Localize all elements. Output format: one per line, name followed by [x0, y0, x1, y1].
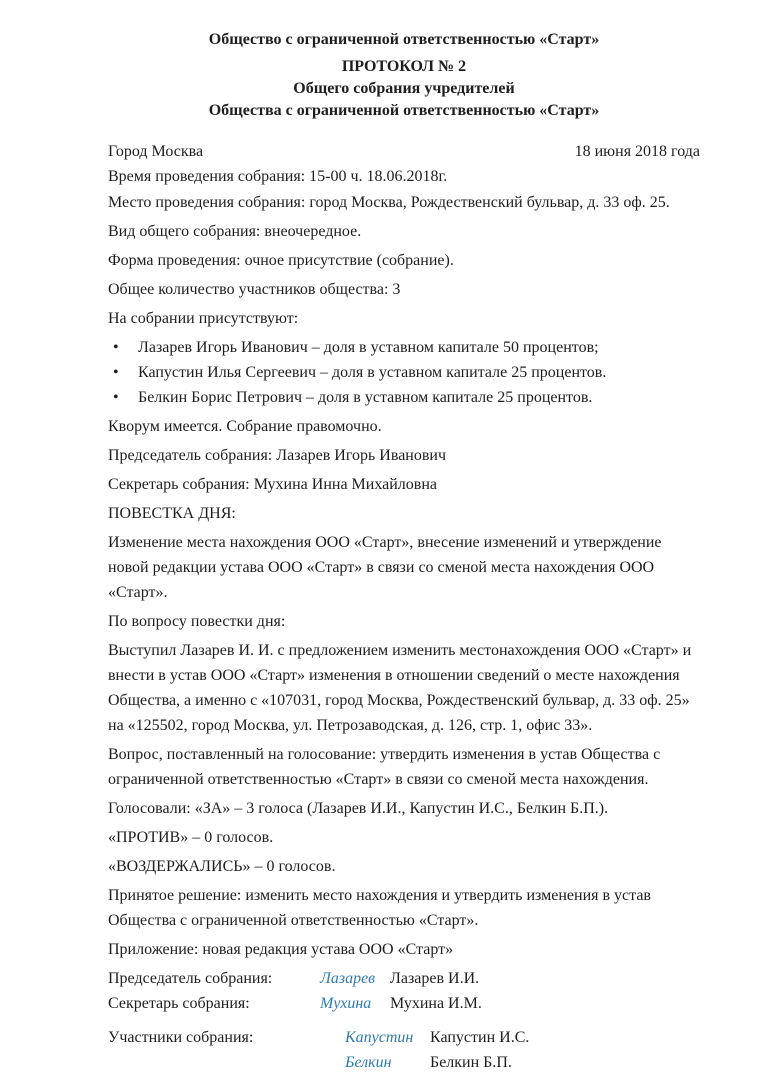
- meeting-time-line: [108, 164, 700, 189]
- signature-label: Секретарь собрания:: [108, 995, 250, 1012]
- signature-name: Белкин Б.П.: [430, 1054, 512, 1071]
- attendees-list: [108, 335, 700, 410]
- attendee-text: Белкин Борис Петрович – доля в уставном капитале 25 процентов.: [138, 389, 593, 406]
- chairman-line: Председатель собрания: Лазарев Игорь Иванович: [108, 447, 447, 464]
- vote-against-line: «ПРОТИВ» – 0 голосов.: [108, 829, 274, 846]
- agenda-text: Изменение места нахождения ООО «Старт», внесение изменений и утверждение новой редакции устава ООО «Старт» в связи со сменой места нахождения ООО «Старт».: [108, 534, 662, 601]
- quorum-line: Кворум имеется. Собрание правомочно.: [108, 418, 382, 435]
- protocol-subtitle-meeting: Общего собрания учредителей: [293, 80, 515, 97]
- signatures-block: [108, 966, 700, 1075]
- speech-paragraph: Выступил Лазарев И. И. с предложением изменить местонахождения ООО «Старт» и внести в устав ООО «Старт» изменения в отношении сведений о месте нахождения Общества, а именно с «107031, город Москва, Рождественский бульвар, д. 33 оф. 25» на «125502, город Москва, ул. Петрозаводская, д. 126, стр. 1, офис 33».: [108, 642, 692, 734]
- signature-row-participant: [108, 1050, 700, 1075]
- decision-paragraph: Принятое решение: изменить место нахождения и утвердить изменения в устав Общества с ограниченной ответственностью «Старт».: [108, 887, 651, 929]
- agenda-question-heading: По вопросу повестки дня:: [108, 613, 286, 630]
- attendee-text: Капустин Илья Сергеевич – доля в уставном капитале 25 процентов.: [138, 364, 607, 381]
- attendee-item: [108, 335, 700, 360]
- signature-row-secretary: [108, 991, 700, 1016]
- attendee-item: [108, 360, 700, 385]
- bullet-icon: •: [113, 339, 119, 356]
- vote-abstained-line: «ВОЗДЕРЖАЛИСЬ» – 0 голосов.: [108, 858, 336, 875]
- participants-label: Участники собрания:: [108, 1029, 254, 1046]
- participants-count-line: Общее количество участников общества: 3: [108, 281, 401, 298]
- signature-name: Капустин И.С.: [430, 1029, 530, 1046]
- present-heading: На собрании присутствуют:: [108, 310, 299, 327]
- company-name: Общество с ограниченной ответственностью «Старт»: [208, 31, 600, 48]
- vote-question-paragraph: Вопрос, поставленный на голосование: утвердить изменения в устав Общества с ограниченной ответственностью «Старт» в связи со сменой места нахождения.: [108, 746, 661, 788]
- signature-name: Лазарев И.И.: [390, 970, 480, 987]
- meta-block: [108, 139, 700, 189]
- signature-row-chairman: [108, 966, 700, 991]
- date-label: 18 июня 2018 года: [574, 143, 700, 160]
- meeting-time-text: Время проведения собрания: 15-00 ч. 18.06.2018г.: [108, 168, 448, 185]
- signature-row-participant: [108, 1025, 700, 1050]
- attachment-line: Приложение: новая редакция устава ООО «Старт»: [108, 941, 454, 958]
- document-header: [108, 29, 700, 122]
- attendee-text: Лазарев Игорь Иванович – доля в уставном капитале 50 процентов;: [138, 339, 599, 356]
- meeting-form-line: Форма проведения: очное присутствие (собрание).: [108, 252, 454, 269]
- signature-label: Председатель собрания:: [108, 970, 273, 987]
- document-body: [108, 139, 700, 1075]
- protocol-title: ПРОТОКОЛ № 2: [341, 58, 467, 75]
- signature-name: Мухина И.М.: [390, 995, 482, 1012]
- signature-autograph: Капустин: [345, 1029, 414, 1046]
- vote-for-line: Голосовали: «ЗА» – 3 голоса (Лазарев И.И., Капустин И.С., Белкин Б.П.).: [108, 800, 609, 817]
- agenda-heading: ПОВЕСТКА ДНЯ:: [108, 505, 236, 522]
- secretary-line: Секретарь собрания: Мухина Инна Михайловна: [108, 476, 437, 493]
- protocol-subtitle-company: Общества с ограниченной ответственностью «Старт»: [208, 102, 600, 119]
- bullet-icon: •: [113, 389, 119, 406]
- city-date-row: [108, 139, 700, 164]
- meeting-kind-line: Вид общего собрания: внеочередное.: [108, 223, 362, 240]
- signature-label-empty: [108, 1050, 345, 1075]
- signature-autograph: Мухина: [320, 995, 372, 1012]
- meeting-place-line: Место проведения собрания: город Москва, Рождественский бульвар, д. 33 оф. 25.: [108, 194, 670, 211]
- bullet-icon: •: [113, 364, 119, 381]
- signature-autograph: Лазарев: [320, 970, 376, 987]
- city-label: Город Москва: [108, 143, 204, 160]
- attendee-item: [108, 385, 700, 410]
- signature-autograph: Белкин: [345, 1054, 392, 1071]
